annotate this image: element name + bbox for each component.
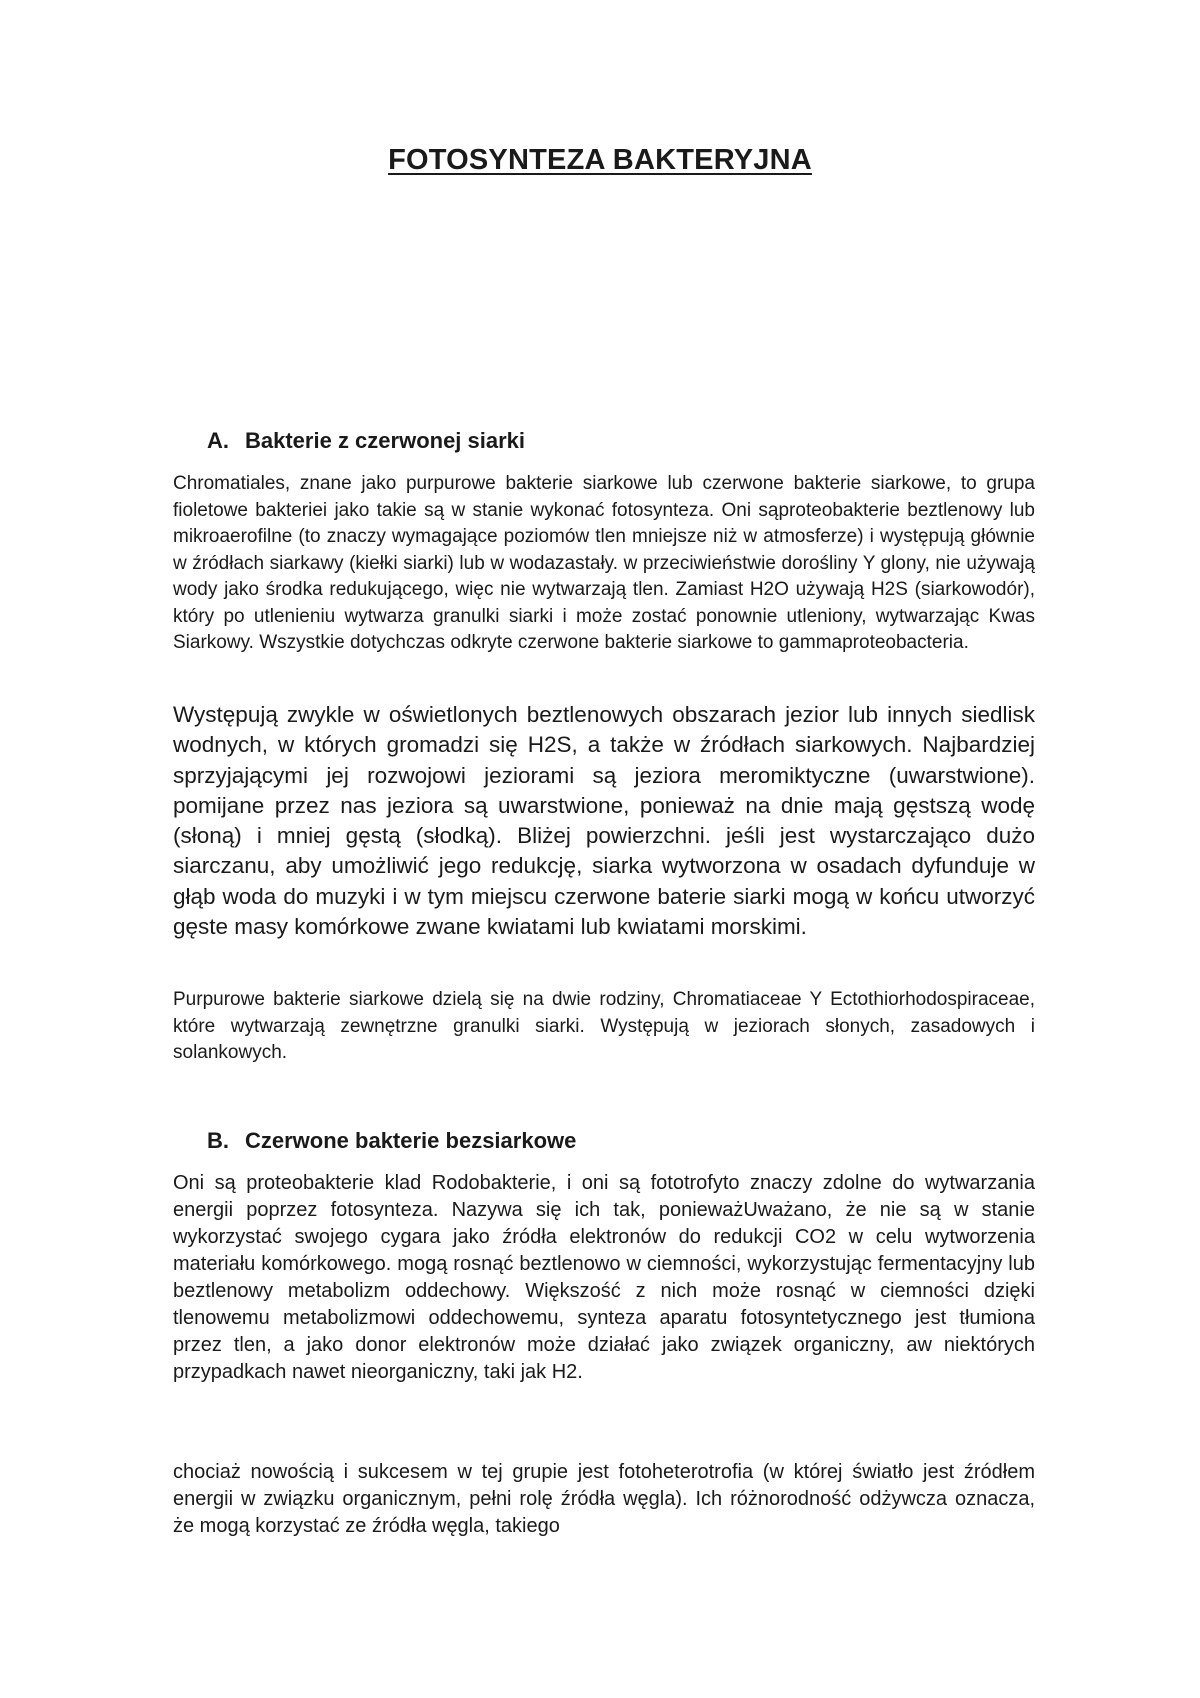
section-a-paragraph-3: Purpurowe bakterie siarkowe dzielą się na dwie rodziny, Chromatiaceae Y Ectothiorhodospiraceae, które wytwarzają zewnętrzne granulki siarki. Występują w jeziorach słonych, zasadowych i solankowych. — [173, 989, 1035, 1063]
section-a-heading — [207, 428, 525, 454]
section-b-letter: B. — [207, 1128, 229, 1153]
section-b-heading — [207, 1128, 576, 1154]
document-title: FOTOSYNTEZA BAKTERYJNA — [388, 144, 812, 176]
section-b-title: Czerwone bakterie bezsiarkowe — [245, 1128, 577, 1153]
section-b-paragraph-1: Oni są proteobakterie klad Rodobakterie, i oni są fototrofyto znaczy zdolne do wytwarzania energii poprzez fotosynteza. Nazywa się ich tak, ponieważUważano, że nie są w stanie wykorzystać swojego cygara jako źródła elektronów do redukcji CO2 w celu wytworzenia materiału komórkowego. mogą rosnąć beztlenowo w ciemności, wykorzystując fermentacyjny lub beztlenowy metabolizm oddechowy. Większość z nich może rosnąć w ciemności dzięki tlenowemu metabolizmowi oddechowemu, synteza aparatu fotosyntetycznego jest tłumiona przez tlen, a jako donor elektronów może działać jako związek organiczny, aw niektórych przypadkach nawet nieorganiczny, taki jak H2. — [173, 1172, 1035, 1383]
section-b-paragraph-2: chociaż nowością i sukcesem w tej grupie jest fotoheterotrofia (w której światło jest źródłem energii w związku organicznym, pełni rolę źródła węgla). Ich różnorodność odżywcza oznacza, że mogą korzystać ze źródła węgla, takiego — [173, 1461, 1035, 1537]
section-a-paragraph-2: Występują zwykle w oświetlonych beztlenowych obszarach jezior lub innych siedlisk wodnych, w których gromadzi się H2S, a także w źródłach siarkowych. Najbardziej sprzyjającymi jej rozwojowi jeziorami są jeziora meromiktyczne (uwarstwione). pomijane przez nas jeziora są uwarstwione, ponieważ na dnie mają gęstszą wodę (słoną) i mniej gęstą (słodką). Bliżej powierzchni. jeśli jest wystarczająco dużo siarczanu, aby umożliwić jego redukcję, siarka wytworzona w osadach dyfunduje w głąb woda do muzyki i w tym miejscu czerwone baterie siarki mogą w końcu utworzyć gęste masy komórkowe zwane kwiatami lub kwiatami morskimi. — [173, 702, 1035, 940]
section-a-title: Bakterie z czerwonej siarki — [245, 428, 526, 453]
section-a-paragraph-1: Chromatiales, znane jako purpurowe bakterie siarkowe lub czerwone bakterie siarkowe, to grupa fioletowe bakteriei jako takie są w stanie wykonać fotosynteza. Oni sąproteobakterie beztlenowy lub mikroaerofilne (to znaczy wymagające poziomów tlen mniejsze niż w atmosferze) i występują głównie w źródłach siarkawy (kiełki siarki) lub w wodazastały. w przeciwieństwie dorośliny Y glony, nie używają wody jako środka redukującego, więc nie wytwarzają tlen. Zamiast H2O używają H2S (siarkowodór), który po utlenieniu wytwarza granulki siarki i może zostać ponownie utleniony, wytwarzając Kwas Siarkowy. Wszystkie dotychczas odkryte czerwone bakterie siarkowe to gammaproteobacteria. — [173, 473, 1035, 653]
section-a-letter: A. — [207, 428, 229, 453]
